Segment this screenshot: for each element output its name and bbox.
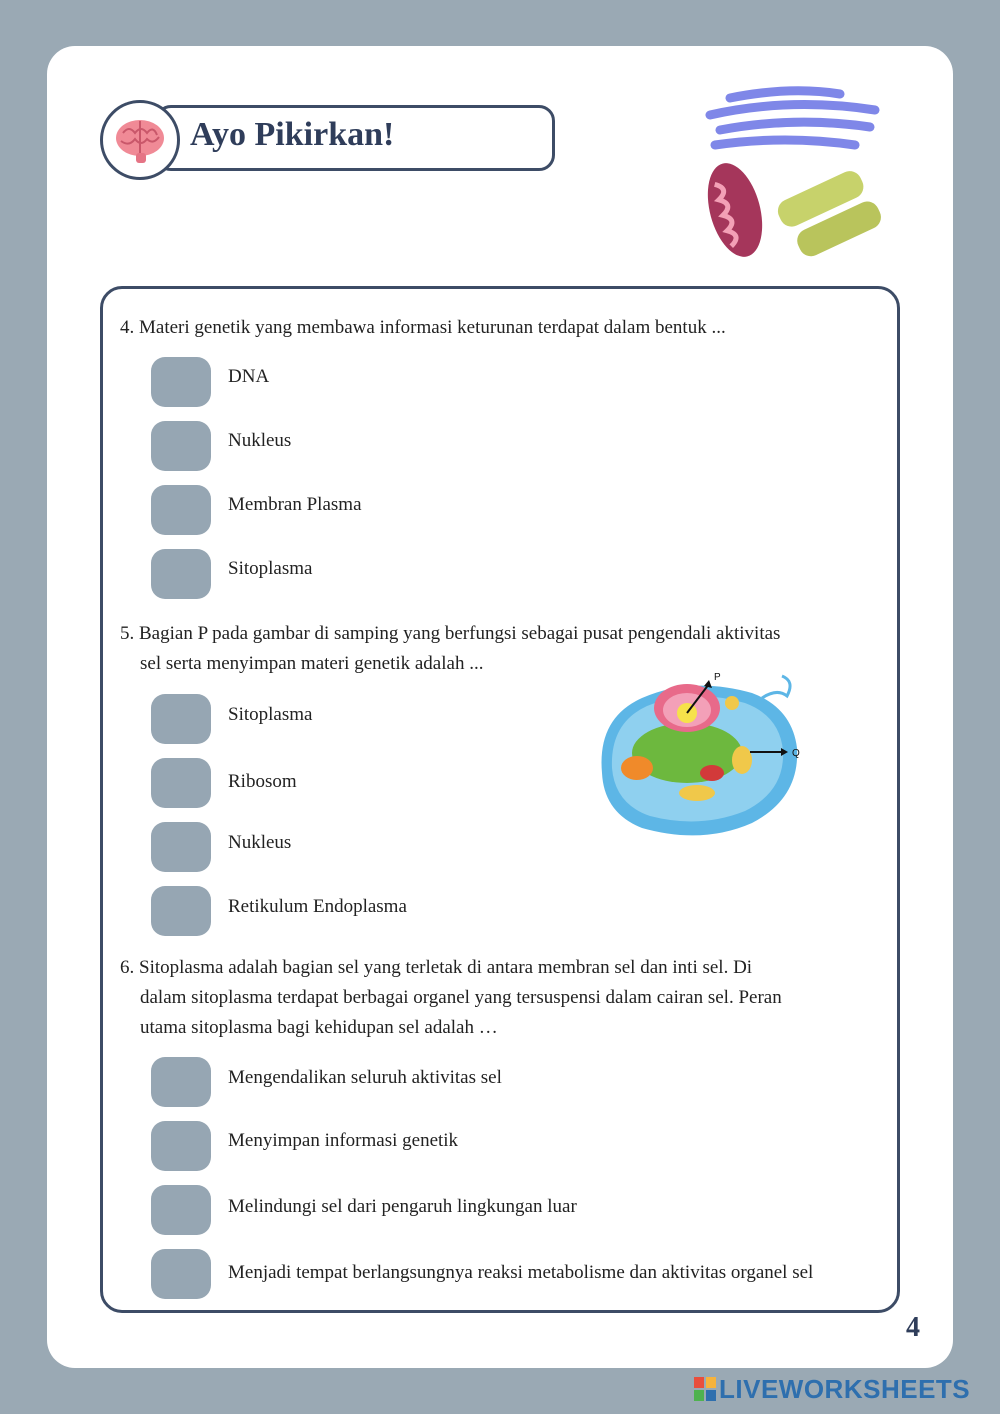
- question-5-option-4-box[interactable]: [151, 886, 211, 936]
- question-5-text-line-2: sel serta menyimpan materi genetik adalah ...: [140, 653, 484, 674]
- question-4-text: Materi genetik yang membawa informasi keturunan terdapat dalam bentuk ...: [139, 317, 726, 338]
- question-5-option-2: Ribosom: [228, 771, 297, 792]
- label-p: P: [714, 672, 721, 683]
- question-6-option-4: Menjadi tempat berlangsungnya reaksi metabolisme dan aktivitas organel sel: [228, 1262, 814, 1283]
- question-5-option-4: Retikulum Endoplasma: [228, 896, 407, 917]
- question-6-option-4-box[interactable]: [151, 1249, 211, 1299]
- question-6-option-3-box[interactable]: [151, 1185, 211, 1235]
- question-5-number: 5.: [120, 623, 135, 644]
- question-6: [120, 953, 870, 1043]
- page-title: Ayo Pikirkan!: [190, 116, 395, 153]
- question-6-number: 6.: [120, 957, 135, 978]
- question-6-text-line-2: dalam sitoplasma terdapat berbagai organel yang tersuspensi dalam cairan sel. Peran: [140, 987, 782, 1008]
- question-4-option-1-box[interactable]: [151, 357, 211, 407]
- question-6-option-1-box[interactable]: [151, 1057, 211, 1107]
- question-5-option-2-box[interactable]: [151, 758, 211, 808]
- question-4-option-2: Nukleus: [228, 430, 292, 451]
- liveworksheets-logo-icon: [694, 1377, 716, 1401]
- question-4-option-3-box[interactable]: [151, 485, 211, 535]
- footer-brand[interactable]: [694, 1374, 970, 1404]
- animal-cell-diagram: [592, 668, 807, 848]
- question-4-option-4: Sitoplasma: [228, 558, 313, 579]
- footer-brand-text: LIVEWORKSHEETS: [719, 1373, 971, 1404]
- question-5-option-1-box[interactable]: [151, 694, 211, 744]
- organelles-illustration: [690, 70, 890, 270]
- question-4-option-4-box[interactable]: [151, 549, 211, 599]
- question-6-option-1: Mengendalikan seluruh aktivitas sel: [228, 1067, 502, 1088]
- question-4-number: 4.: [120, 317, 135, 338]
- question-5-option-3-box[interactable]: [151, 822, 211, 872]
- label-q: Q: [792, 748, 800, 759]
- question-5-option-3: Nukleus: [228, 832, 292, 853]
- question-4-option-3: Membran Plasma: [228, 494, 362, 515]
- question-4-option-1: DNA: [228, 366, 270, 387]
- brain-icon: [100, 100, 180, 180]
- question-6-text-line-1: Sitoplasma adalah bagian sel yang terletak di antara membran sel dan inti sel. Di: [139, 957, 753, 978]
- question-6-option-2: Menyimpan informasi genetik: [228, 1130, 459, 1151]
- question-6-option-3: Melindungi sel dari pengaruh lingkungan luar: [228, 1196, 577, 1217]
- question-6-option-2-box[interactable]: [151, 1121, 211, 1171]
- question-4-option-2-box[interactable]: [151, 421, 211, 471]
- page-number: 4: [906, 1312, 920, 1343]
- question-5-text-line-1: Bagian P pada gambar di samping yang berfungsi sebagai pusat pengendali aktivitas: [139, 623, 781, 644]
- question-5-option-1: Sitoplasma: [228, 704, 313, 725]
- question-6-text-line-3: utama sitoplasma bagi kehidupan sel adalah …: [140, 1017, 498, 1038]
- question-4: [120, 313, 870, 343]
